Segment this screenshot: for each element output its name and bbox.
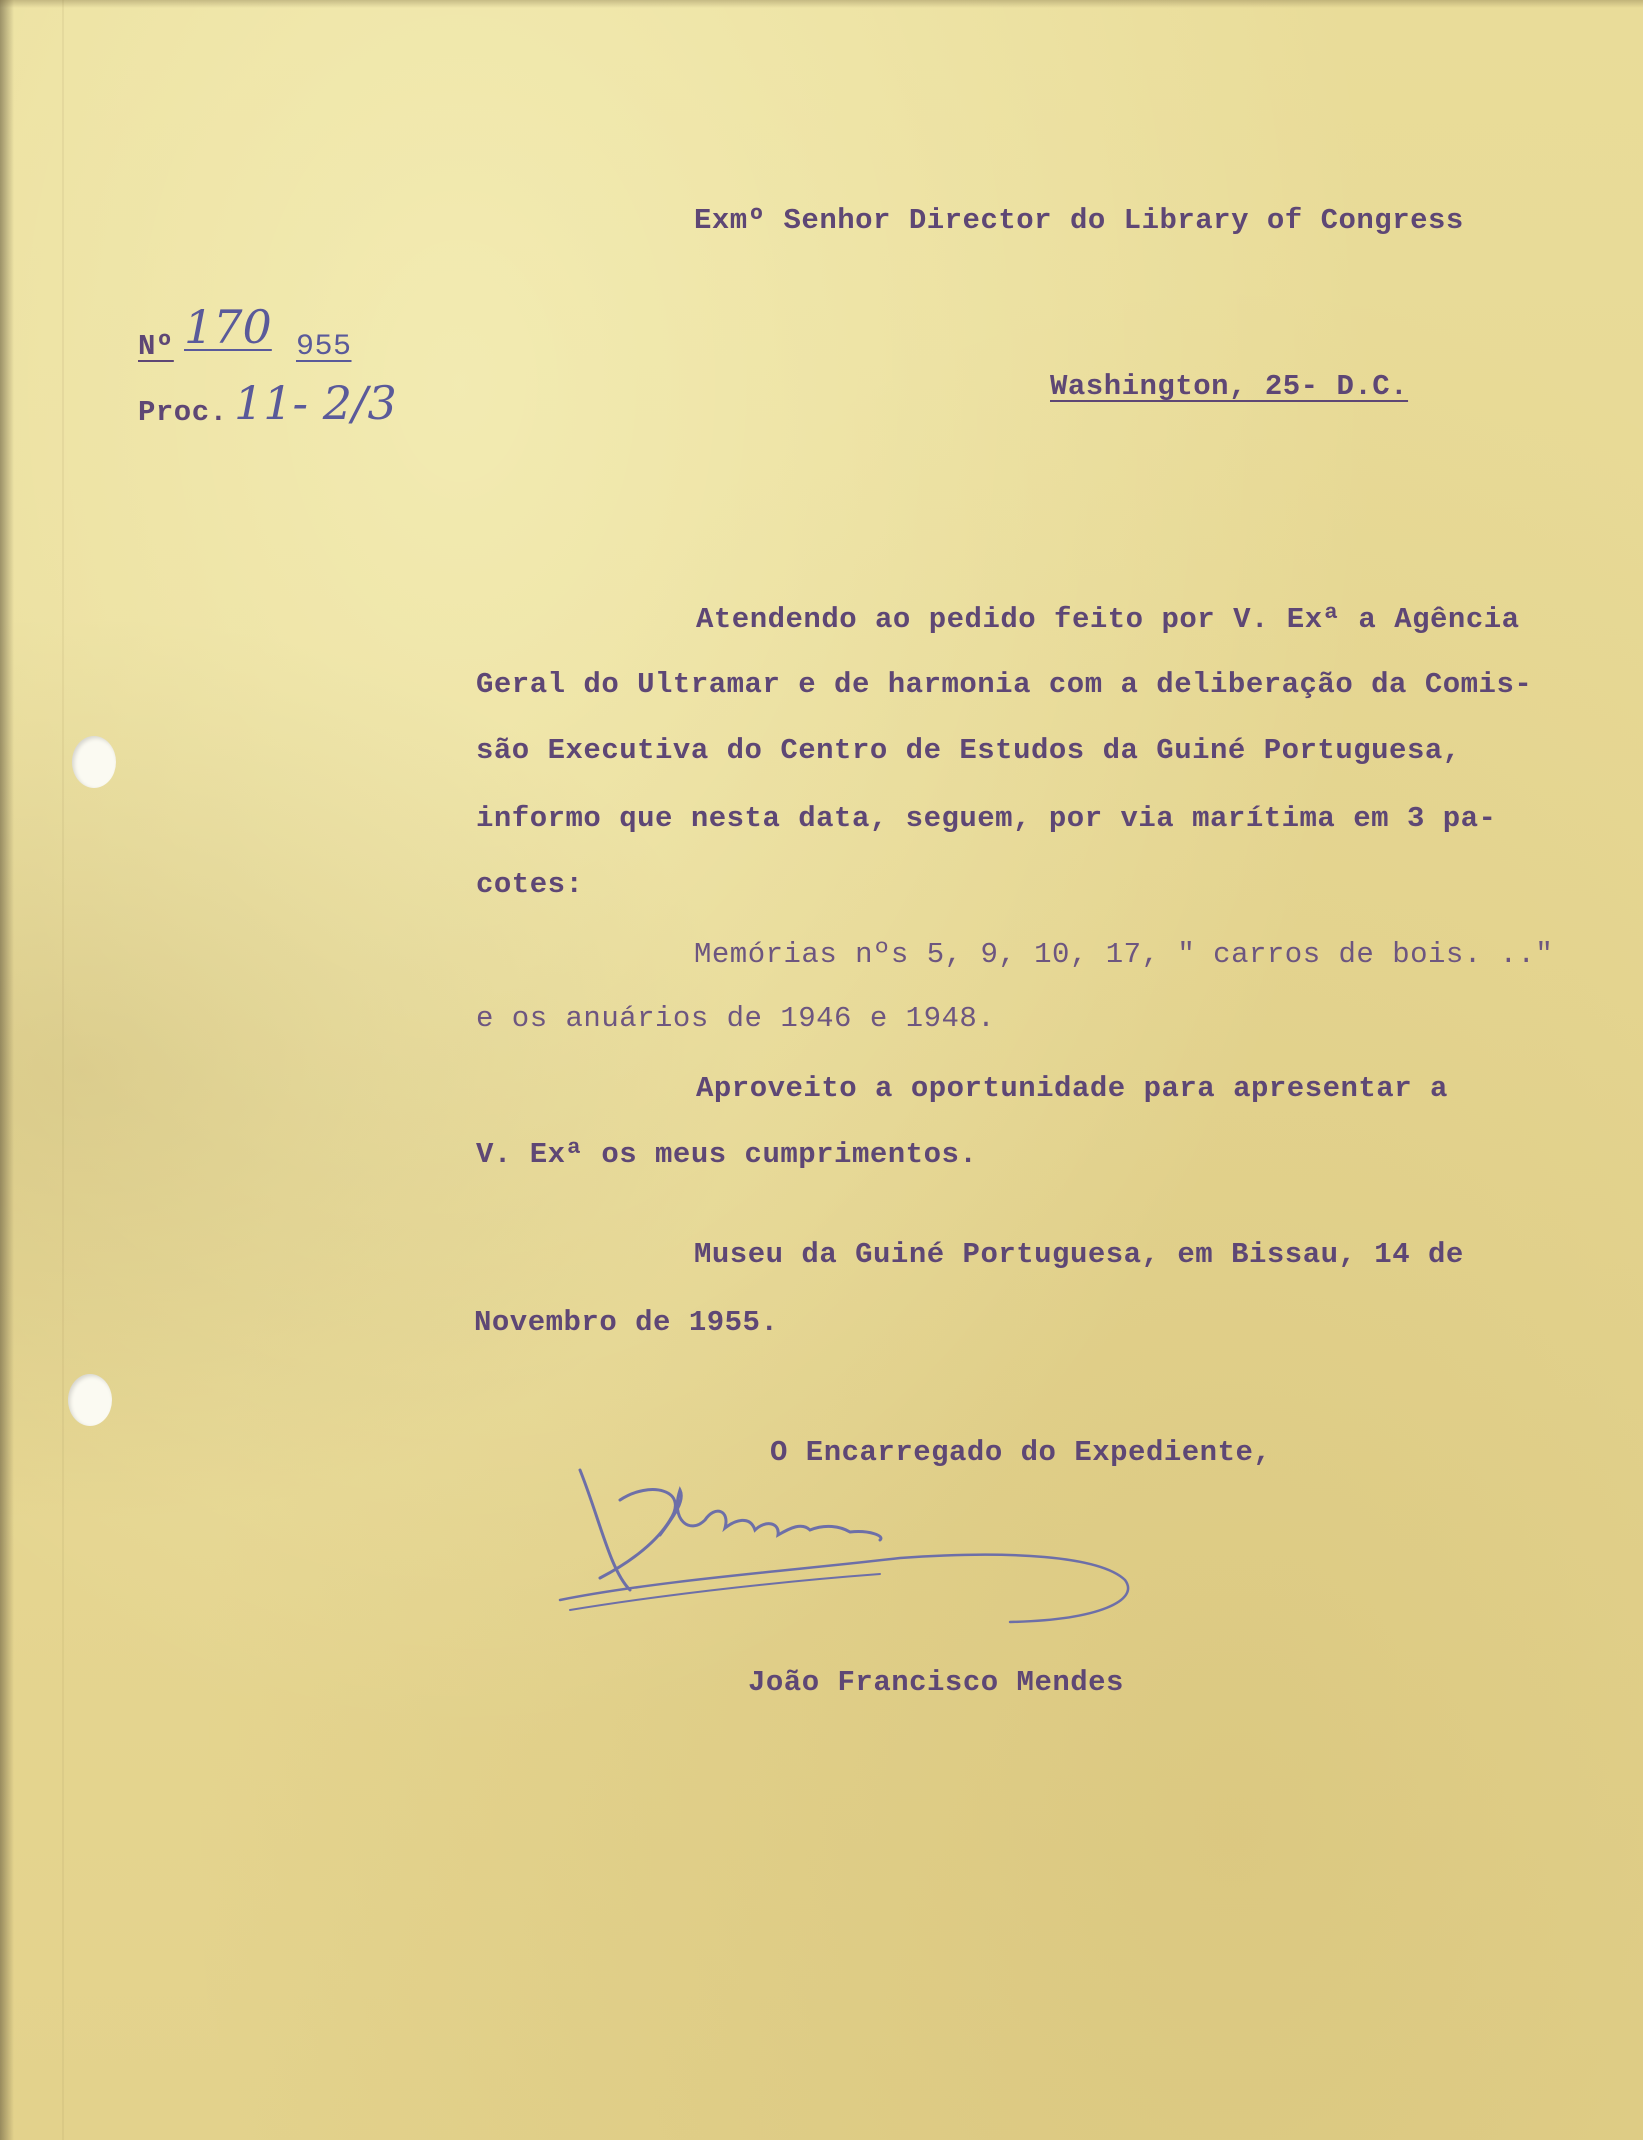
location-line: Washington, 25- D.C. <box>1050 370 1409 403</box>
body-line: Atendendo ao pedido feito por V. Exª a Agência <box>696 603 1520 636</box>
place-date-line: Novembro de 1955. <box>474 1306 779 1339</box>
proc-number-handwritten: 11- 2/3 <box>234 376 397 430</box>
reference-number-handwritten: 170 <box>184 300 272 354</box>
body-line: Geral do Ultramar e de harmonia com a deliberação da Comis- <box>476 668 1533 701</box>
page-edge-shadow <box>0 0 14 2140</box>
addressee-line: Exmº Senhor Director do Library of Congress <box>694 204 1464 237</box>
punch-hole-bottom <box>68 1374 112 1426</box>
page-top-shadow <box>0 0 1643 8</box>
reference-block <box>138 300 398 490</box>
reference-number-label: Nº <box>138 330 174 363</box>
proc-label: Proc. <box>138 396 228 429</box>
body-line: são Executiva do Centro de Estudos da Guiné Portuguesa, <box>476 734 1461 767</box>
closing-line: O Encarregado do Expediente, <box>770 1436 1272 1469</box>
handwritten-signature <box>540 1460 1240 1640</box>
body-line: e os anuários de 1946 e 1948. <box>476 1002 996 1035</box>
body-line: cotes: <box>476 868 584 901</box>
page-fold-line <box>62 0 64 2140</box>
place-date-line: Museu da Guiné Portuguesa, em Bissau, 14 de <box>694 1238 1464 1271</box>
body-line: V. Exª os meus cumprimentos. <box>476 1138 978 1171</box>
reference-year: 955 <box>296 330 352 364</box>
body-line: informo que nesta data, seguem, por via marítima em 3 pa- <box>476 802 1497 835</box>
punch-hole-top <box>72 736 116 788</box>
body-line: Memórias nºs 5, 9, 10, 17, " carros de bois. .." <box>694 938 1554 971</box>
signatory-name: João Francisco Mendes <box>748 1666 1124 1699</box>
body-line: Aproveito a oportunidade para apresentar a <box>696 1072 1448 1105</box>
